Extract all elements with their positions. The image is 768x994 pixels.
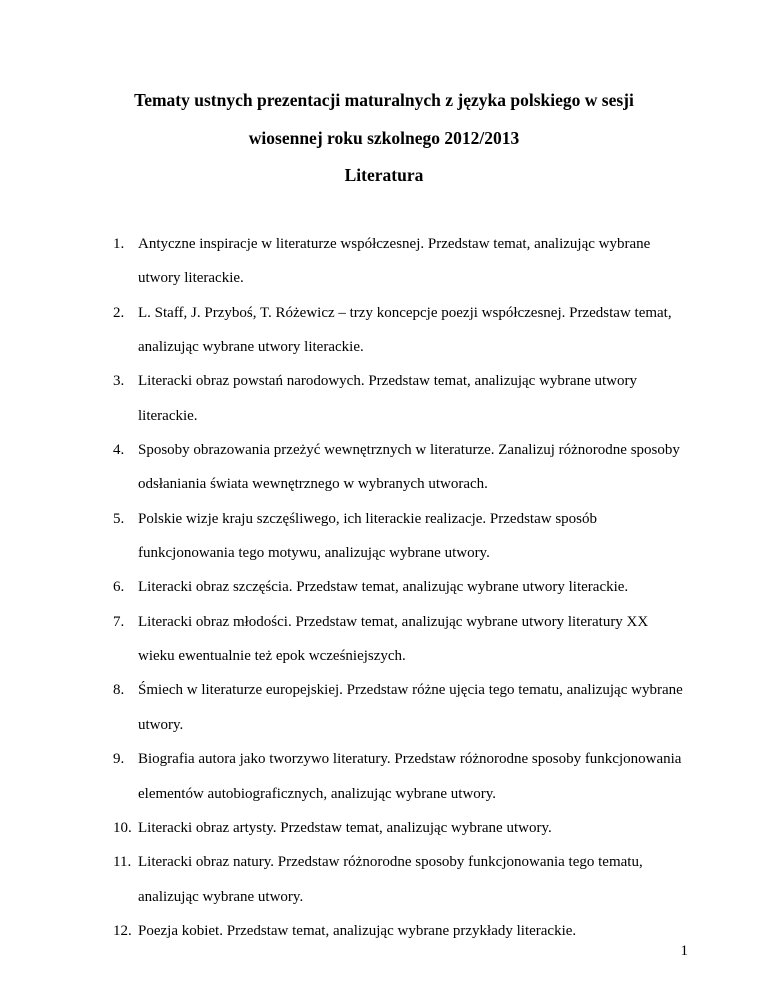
topic-item (113, 914, 683, 948)
topic-number: 6. (113, 579, 125, 596)
topic-text: Polskie wizje kraju szczęśliwego, ich literackie realizacje. Przedstaw sposób funkcjonowania tego motywu, analizując wybrane utwory. (138, 510, 597, 562)
topic-number: 2. (113, 304, 125, 321)
topic-number: 9. (113, 751, 125, 768)
topic-text: Poezja kobiet. Przedstaw temat, analizując wybrane przykłady literackie. (138, 922, 577, 939)
topic-text: Literacki obraz natury. Przedstaw różnorodne sposoby funkcjonowania tego tematu, analizując wybrane utwory. (138, 854, 643, 905)
topic-number: 1. (113, 236, 125, 252)
topic-item (113, 364, 683, 433)
topic-list (113, 227, 683, 948)
topic-text: Literacki obraz szczęścia. Przedstaw temat, analizując wybrane utwory literackie. (138, 579, 629, 596)
topic-number: 11. (113, 854, 132, 871)
topic-number: 8. (113, 682, 125, 699)
topic-number: 3. (113, 373, 125, 390)
topic-item (113, 845, 683, 914)
topic-text: Antyczne inspiracje w literaturze współczesnej. Przedstaw temat, analizując wybrane utwory literackie. (138, 236, 651, 287)
topic-text: Biografia autora jako tworzywo literatury. Przedstaw różnorodne sposoby funkcjonowania elementów autobiograficznych, analizując wybrane utwory. (138, 751, 682, 802)
document-title-line-2: wiosennej roku szkolnego 2012/2013 (248, 127, 520, 148)
topic-item (113, 296, 683, 365)
topic-text: Literacki obraz artysty. Przedstaw temat, analizując wybrane utwory. (138, 819, 552, 836)
topic-item (113, 673, 683, 742)
document-title-line-1: Tematy ustnych prezentacji maturalnych z języka polskiego w sesji (134, 90, 634, 110)
topic-item (113, 227, 683, 296)
title-block (0, 82, 768, 195)
topic-item (113, 605, 683, 674)
topic-item (113, 742, 683, 811)
topic-text: Sposoby obrazowania przeżyć wewnętrznych w literaturze. Zanalizuj różnorodne sposoby odsłaniania świata wewnętrznego w wybranych utworach. (138, 442, 680, 493)
topic-item (113, 502, 683, 571)
topic-number: 5. (113, 510, 125, 527)
topic-text: Śmiech w literaturze europejskiej. Przedstaw różne ujęcia tego tematu, analizując wybrane utwory. (138, 682, 683, 733)
topic-number: 7. (113, 613, 125, 630)
topic-text: Literacki obraz powstań narodowych. Przedstaw temat, analizując wybrane utwory literackie. (138, 373, 637, 424)
section-heading: Literatura (344, 165, 424, 185)
topic-text: L. Staff, J. Przyboś, T. Różewicz – trzy koncepcje poezji współczesnej. Przedstaw temat, analizując wybrane utwory literackie. (138, 304, 672, 356)
topic-number: 4. (113, 442, 125, 459)
topic-text: Literacki obraz młodości. Przedstaw temat, analizując wybrane utwory literatury XX wieku ewentualnie też epok wcześniejszych. (138, 613, 649, 665)
topic-item (113, 811, 683, 845)
topic-number: 12. (113, 922, 132, 939)
topic-number: 10. (113, 819, 132, 836)
topic-item (113, 433, 683, 502)
page-number: 1 (680, 943, 688, 959)
topic-item (113, 570, 683, 604)
